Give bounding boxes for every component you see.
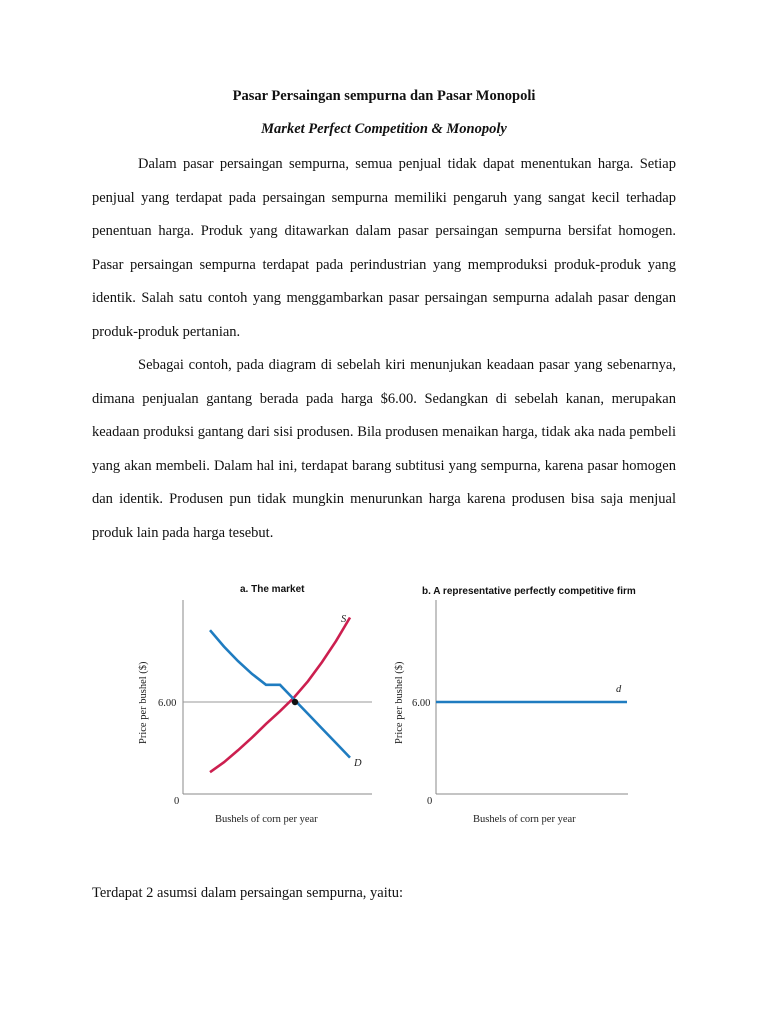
- paragraph-2: Sebagai contoh, pada diagram di sebelah kiri menunjukan keadaan pasar yang sebenarnya, dimana penjualan gantang berada pada harga $6.00. Sedangkan di sebelah kanan, merupakan keadaan produksi gantang dari sisi produsen. Bila produsen menaikan harga, tidak aka nada pembeli yang akan membeli. Dalam hal ini, terdapat barang subtitusi yang sempurna, karena pasar homogen dan identik. Produsen pun tidak mungkin menurunkan harga karena produsen bisa saja menjual produk lain pada harga tesebut.: [92, 357, 676, 541]
- panel-a-y-label: Price per bushel ($): [138, 661, 149, 744]
- paragraph-1: Dalam pasar persaingan sempurna, semua penjual tidak dapat menentukan harga. Setiap penjual yang terdapat pada persaingan sempurna memiliki pengaruh yang sangat kecil terhadap penentuan harga. Produk yang ditawarkan dalam pasar persaingan sempurna bersifat homogen. Pasar persaingan sempurna terdapat pada perindustrian yang memproduksi produk-produk yang identik. Salah satu contoh yang menggambarkan pasar persaingan sempurna adalah pasar dengan produk-produk pertanian.: [92, 156, 676, 340]
- panel-firm: [394, 586, 636, 825]
- supply-label: S: [341, 614, 347, 625]
- panel-b-origin-label: 0: [427, 796, 433, 807]
- panel-b-x-label: Bushels of corn per year: [473, 814, 576, 825]
- demand-label: D: [354, 758, 362, 769]
- market-figure-svg: [120, 572, 660, 842]
- equilibrium-point: [292, 699, 298, 705]
- panel-a-origin-label: 0: [174, 796, 180, 807]
- panel-a-y-tick-label: 6.00: [158, 698, 177, 709]
- document-title: Pasar Persaingan sempurna dan Pasar Monopoli: [232, 88, 536, 104]
- panel-market: [138, 584, 372, 825]
- firm-demand-label: d: [616, 684, 622, 695]
- document-subtitle: Market Perfect Competition & Monopoly: [261, 121, 507, 137]
- panel-b-y-tick-label: 6.00: [412, 698, 431, 709]
- paragraph-3: Terdapat 2 asumsi dalam persaingan sempurna, yaitu:: [92, 885, 404, 901]
- panel-b-title: b. A representative perfectly competitive firm: [422, 586, 636, 597]
- market-figure: [120, 572, 660, 842]
- panel-a-x-label: Bushels of corn per year: [215, 814, 318, 825]
- panel-b-y-label: Price per bushel ($): [394, 661, 405, 744]
- panel-a-title: a. The market: [240, 584, 305, 595]
- supply-curve: [210, 618, 350, 773]
